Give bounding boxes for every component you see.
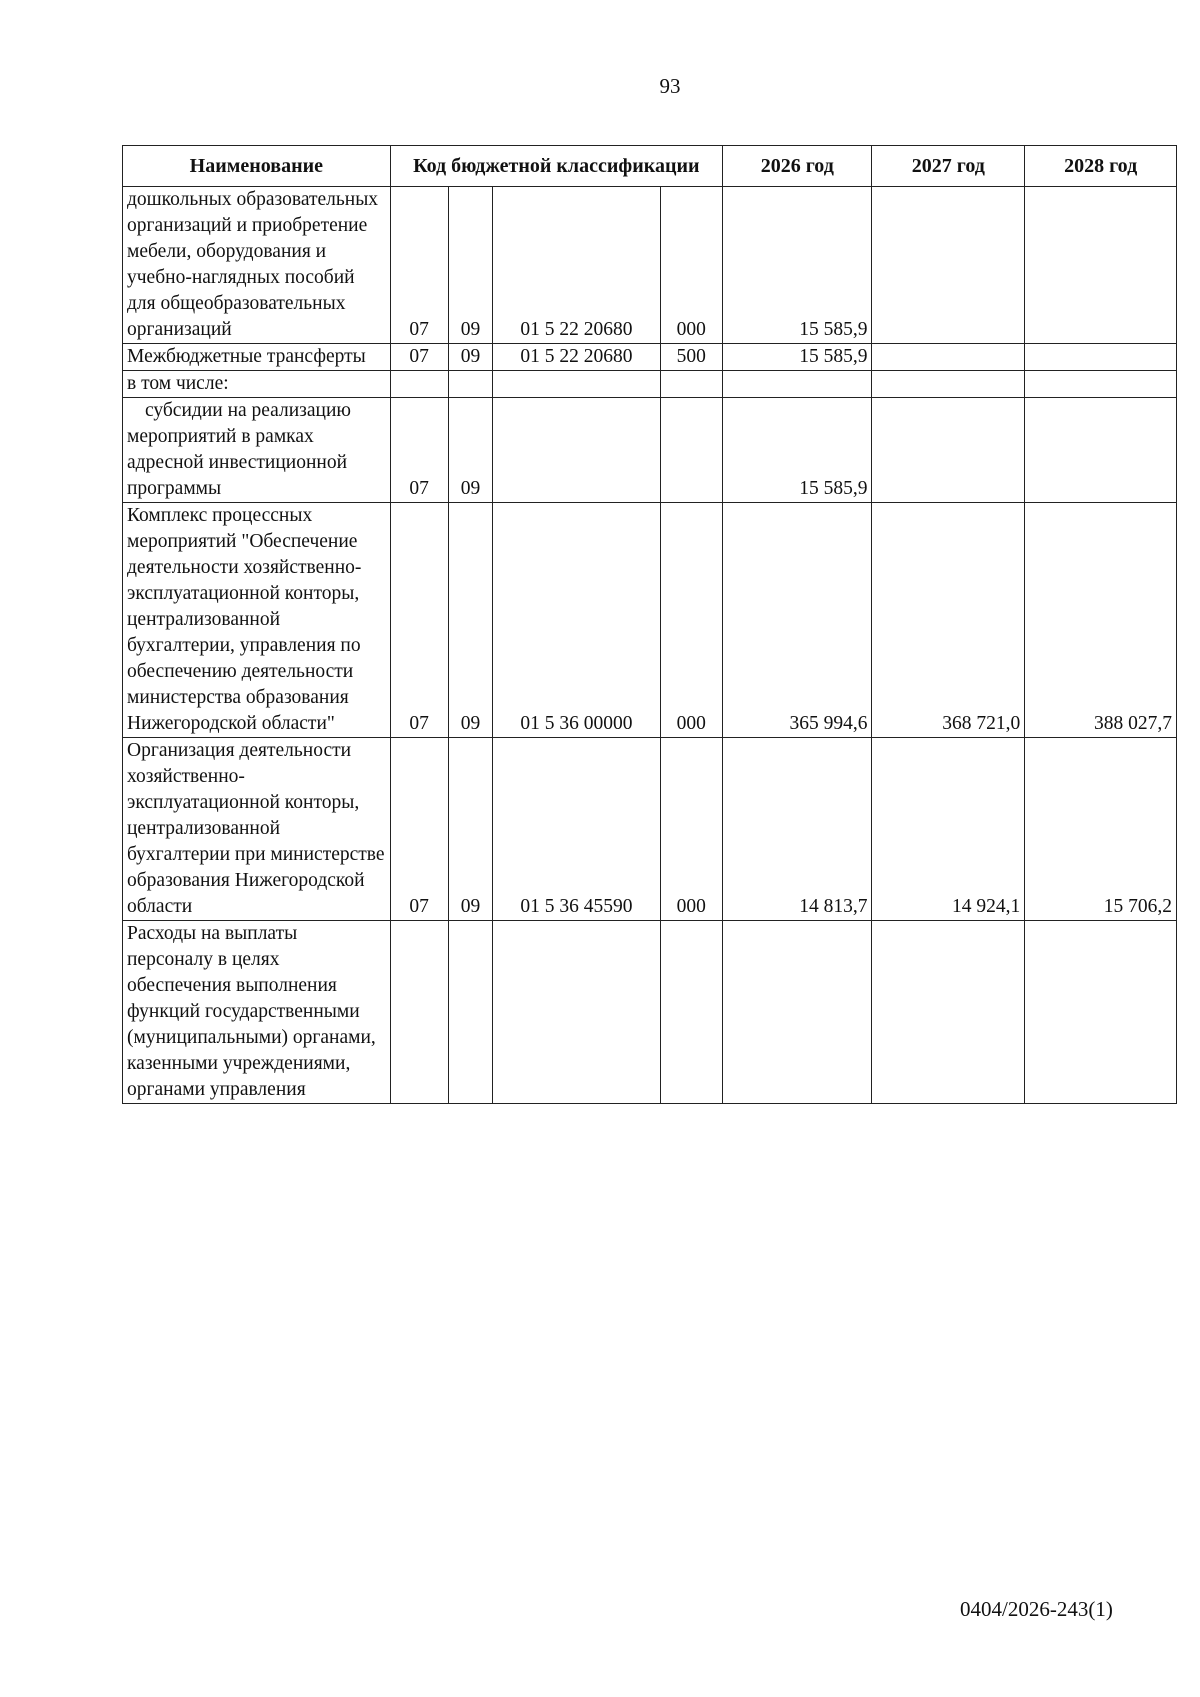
- row-subsection: 09: [448, 503, 493, 738]
- header-code: Код бюджетной классификации: [390, 146, 722, 187]
- row-section: [390, 371, 448, 398]
- row-2027: [872, 921, 1025, 1104]
- row-kind: [660, 398, 722, 503]
- row-2028: [1025, 344, 1177, 371]
- row-name: Комплекс процессных мероприятий "Обеспечение деятельности хозяйственно-эксплуатационной конторы, централизованной бухгалтерии, управления по обеспечению деятельности министерства образования Нижегородской области": [123, 503, 391, 738]
- row-kind: 000: [660, 187, 722, 344]
- row-2026: 14 813,7: [723, 738, 872, 921]
- row-kind: [660, 921, 722, 1104]
- row-name: [123, 398, 391, 503]
- row-kind: 500: [660, 344, 722, 371]
- row-name: Расходы на выплаты персоналу в целях обеспечения выполнения функций государственными (муниципальными) органами, казенными учреждениями, органами управления: [123, 921, 391, 1104]
- row-subsection: 09: [448, 344, 493, 371]
- row-subsection: [448, 921, 493, 1104]
- table-row: [123, 921, 1177, 1104]
- row-target: 01 5 36 45590: [493, 738, 660, 921]
- row-section: 07: [390, 738, 448, 921]
- row-subsection: 09: [448, 187, 493, 344]
- row-name: Межбюджетные трансферты: [123, 344, 391, 371]
- document-code: 0404/2026-243(1): [960, 1597, 1113, 1621]
- row-target: [493, 371, 660, 398]
- row-2026: [723, 371, 872, 398]
- page-number: 93: [659, 74, 681, 98]
- row-2027: [872, 187, 1025, 344]
- table-row: [123, 371, 1177, 398]
- row-target: [493, 398, 660, 503]
- row-section: 07: [390, 187, 448, 344]
- table-row: [123, 503, 1177, 738]
- row-target: [493, 921, 660, 1104]
- header-2027: 2027 год: [872, 146, 1025, 187]
- row-2026: 15 585,9: [723, 398, 872, 503]
- row-2026: 15 585,9: [723, 344, 872, 371]
- row-subsection: [448, 371, 493, 398]
- row-section: 07: [390, 344, 448, 371]
- table-row: [123, 398, 1177, 503]
- row-2028: [1025, 187, 1177, 344]
- row-kind: [660, 371, 722, 398]
- row-2027: [872, 371, 1025, 398]
- row-2028: [1025, 371, 1177, 398]
- row-2028: 15 706,2: [1025, 738, 1177, 921]
- row-target: 01 5 36 00000: [493, 503, 660, 738]
- header-name: Наименование: [123, 146, 391, 187]
- row-2027: 368 721,0: [872, 503, 1025, 738]
- row-name: в том числе:: [123, 371, 391, 398]
- row-2028: [1025, 921, 1177, 1104]
- row-2028: [1025, 398, 1177, 503]
- budget-table: [122, 145, 1177, 1104]
- row-kind: 000: [660, 738, 722, 921]
- row-target: 01 5 22 20680: [493, 344, 660, 371]
- row-subsection: 09: [448, 738, 493, 921]
- row-target: 01 5 22 20680: [493, 187, 660, 344]
- row-name: дошкольных образовательных организаций и приобретение мебели, оборудования и учебно-наглядных пособий для общеобразовательных организаций: [123, 187, 391, 344]
- row-name-text: субсидии на реализацию мероприятий в рамках адресной инвестиционной программы: [127, 400, 351, 499]
- row-name: Организация деятельности хозяйственно-эксплуатационной конторы, централизованной бухгалтерии при министерстве образования Нижегородской области: [123, 738, 391, 921]
- row-2027: 14 924,1: [872, 738, 1025, 921]
- table-row: [123, 187, 1177, 344]
- row-2028: 388 027,7: [1025, 503, 1177, 738]
- row-section: [390, 921, 448, 1104]
- table-header-row: [123, 146, 1177, 187]
- table-row: [123, 344, 1177, 371]
- row-2027: [872, 398, 1025, 503]
- header-2028: 2028 год: [1025, 146, 1177, 187]
- row-2026: 365 994,6: [723, 503, 872, 738]
- row-section: 07: [390, 503, 448, 738]
- row-2026: 15 585,9: [723, 187, 872, 344]
- row-kind: 000: [660, 503, 722, 738]
- row-section: 07: [390, 398, 448, 503]
- row-2026: [723, 921, 872, 1104]
- row-2027: [872, 344, 1025, 371]
- row-subsection: 09: [448, 398, 493, 503]
- table-row: [123, 738, 1177, 921]
- header-2026: 2026 год: [723, 146, 872, 187]
